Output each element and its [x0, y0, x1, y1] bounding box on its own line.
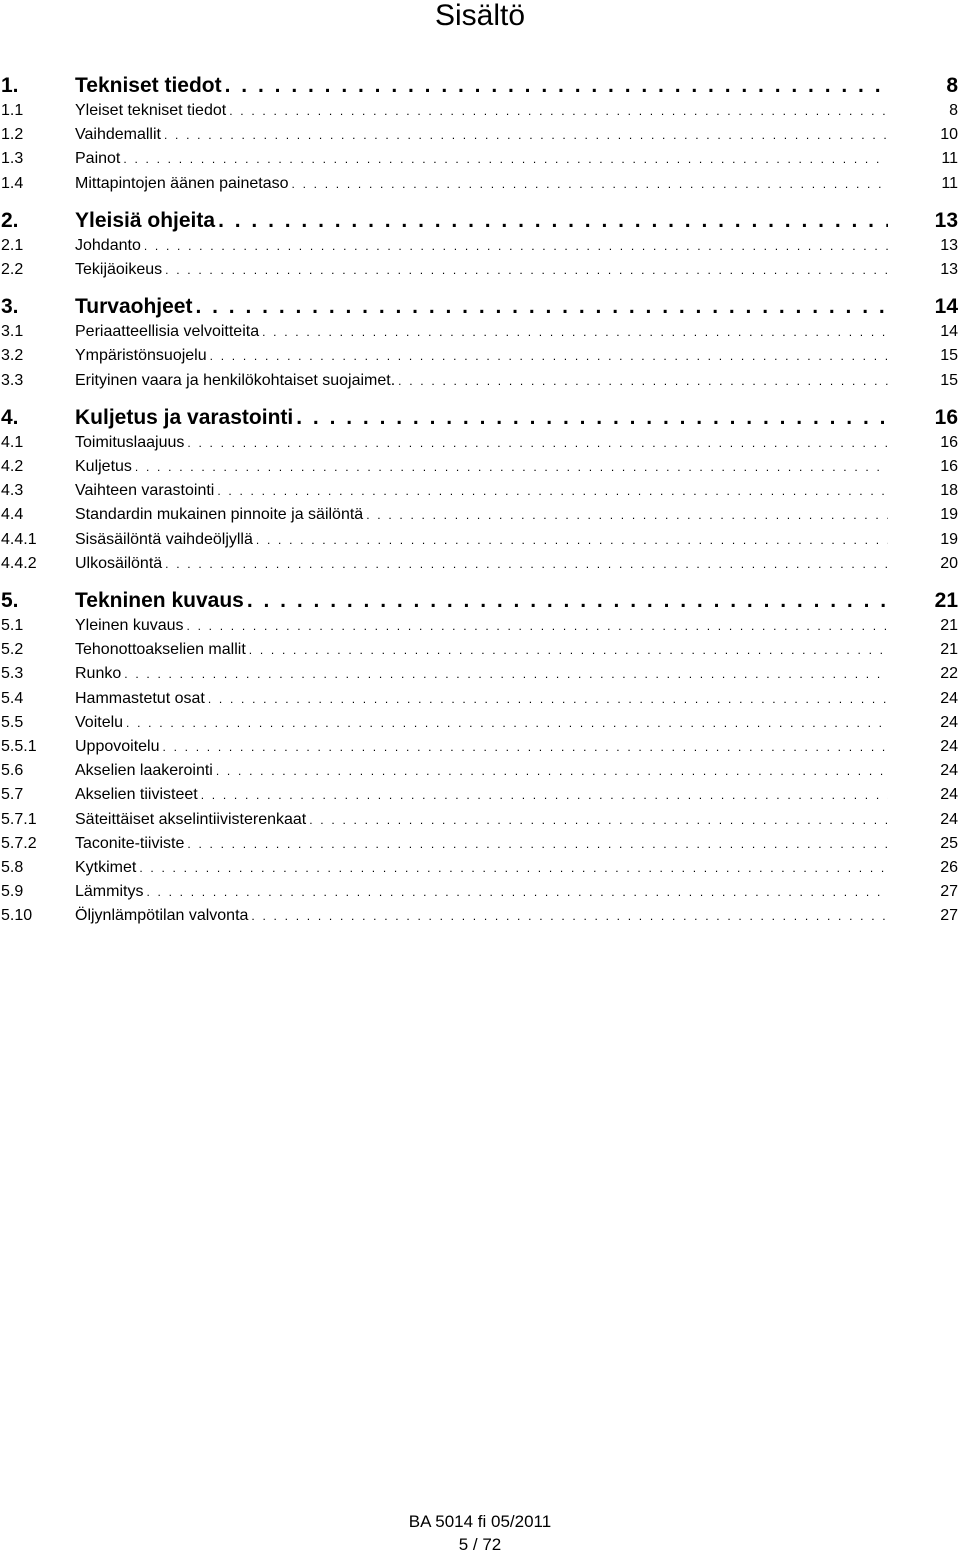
toc-dot-leader — [124, 663, 888, 685]
toc-section-entry[interactable] — [0, 432, 960, 454]
toc-entry-number: 5.7.1 — [1, 810, 37, 828]
toc-chapter-entry[interactable] — [0, 404, 960, 432]
toc-entry-number: 5.7.2 — [1, 834, 37, 852]
toc-entry-page-number: 27 — [940, 883, 958, 901]
toc-dot-leader — [139, 857, 888, 879]
toc-dot-leader — [187, 432, 888, 454]
toc-dot-leader — [366, 504, 888, 526]
toc-section-entry[interactable] — [0, 809, 960, 831]
toc-entry-number: 5.3 — [1, 665, 24, 683]
toc-entry-title: Tekijäoikeus — [75, 261, 163, 278]
toc-section-entry[interactable] — [0, 480, 960, 502]
toc-entry-number: 5.8 — [1, 859, 24, 876]
toc-entry-title: Voitelu — [75, 713, 124, 731]
toc-section-entry[interactable] — [0, 615, 960, 637]
toc-dot-leader — [292, 173, 889, 195]
toc-dot-leader — [217, 480, 888, 502]
toc-entry-number: 5.5.1 — [1, 738, 37, 755]
toc-entry-number: 4.1 — [1, 433, 24, 451]
toc-dot-leader — [146, 881, 888, 903]
toc-dot-leader — [163, 736, 889, 758]
toc-section-entry[interactable] — [0, 833, 960, 855]
toc-entry-page-number: 18 — [940, 482, 958, 500]
toc-entry-page-number: 14 — [940, 323, 958, 341]
toc-entry-page-number: 13 — [940, 261, 958, 278]
toc-entry-page-number: 25 — [940, 834, 958, 852]
toc-section-entry[interactable] — [0, 100, 960, 122]
toc-entry-title: Periaatteellisia velvoitteita — [75, 323, 260, 341]
toc-entry-number: 5.1 — [1, 617, 24, 634]
toc-section-entry[interactable] — [0, 173, 960, 195]
toc-entry-page-number: 11 — [941, 150, 958, 168]
toc-entry-number: 2. — [1, 208, 19, 232]
toc-section-entry[interactable] — [0, 736, 960, 758]
toc-entry-title: Akselien tiivisteet — [75, 786, 198, 804]
toc-entry-page-number: 21 — [940, 641, 958, 659]
toc-entry-title: Lämmitys — [75, 883, 144, 901]
toc-dot-leader — [164, 124, 888, 146]
toc-entry-page-number: 14 — [934, 295, 958, 319]
toc-entry-page-number: 24 — [940, 738, 958, 755]
toc-entry-title: Ulkosäilöntä — [75, 554, 163, 572]
toc-entry-page-number: 20 — [940, 554, 958, 572]
toc-section-entry[interactable] — [0, 504, 960, 526]
toc-entry-page-number: 27 — [940, 907, 958, 925]
toc-entry-page-number: 21 — [934, 589, 958, 612]
toc-entry-title: Erityinen vaara ja henkilökohtaiset suojaimet. — [75, 371, 396, 389]
toc-entry-page-number: 10 — [940, 126, 958, 144]
toc-section-entry[interactable] — [0, 345, 960, 367]
toc-entry-number: 1.2 — [1, 126, 24, 144]
footer-page-number: 5 / 72 — [458, 1535, 502, 1554]
toc-entry-number: 5.9 — [1, 883, 24, 901]
toc-section-entry[interactable] — [0, 905, 960, 927]
toc-dot-leader — [210, 345, 888, 367]
toc-section-entry[interactable] — [0, 712, 960, 734]
toc-entry-page-number: 24 — [940, 713, 958, 731]
toc-dot-leader — [262, 321, 888, 343]
toc-chapter-entry[interactable] — [0, 587, 960, 615]
toc-entry-page-number: 15 — [940, 371, 958, 389]
toc-entry-page-number: 13 — [934, 208, 958, 232]
toc-section-entry[interactable] — [0, 259, 960, 281]
toc-entry-page-number: 22 — [940, 665, 958, 683]
toc-entry-title: Kytkimet — [75, 859, 137, 876]
toc-entry-title: Kuljetus — [75, 458, 132, 475]
toc-dot-leader — [296, 404, 888, 432]
toc-entry-page-number: 19 — [940, 530, 958, 548]
toc-entry-page-number: 16 — [940, 433, 958, 451]
toc-entry-number: 3.1 — [1, 323, 24, 341]
toc-dot-leader — [165, 259, 888, 281]
toc-entry-title: Sisäsäilöntä vaihdeöljyllä — [75, 530, 253, 548]
toc-dot-leader — [144, 235, 888, 257]
toc-section-entry[interactable] — [0, 881, 960, 903]
toc-entry-page-number: 11 — [941, 174, 958, 192]
toc-entry-number: 2.2 — [1, 261, 24, 278]
toc-dot-leader — [309, 809, 888, 831]
toc-entry-number: 5.6 — [1, 762, 24, 780]
toc-chapter-entry[interactable] — [0, 72, 960, 100]
toc-dot-leader — [249, 639, 888, 661]
toc-entry-title: Yleinen kuvaus — [75, 617, 184, 634]
toc-section-entry[interactable] — [0, 639, 960, 661]
toc-entry-title: Vaihteen varastointi — [75, 482, 215, 500]
toc-section-entry[interactable] — [0, 235, 960, 257]
toc-entry-number: 2.1 — [1, 236, 24, 254]
toc-entry-number: 1.1 — [1, 102, 24, 119]
toc-entry-title: Yleiset tekniset tiedot — [75, 102, 227, 119]
toc-entry-number: 3.3 — [1, 371, 24, 389]
toc-entry-page-number: 19 — [940, 506, 958, 524]
toc-entry-title: Tekniset tiedot — [75, 74, 222, 97]
toc-entry-title: Yleisiä ohjeita — [75, 208, 216, 232]
toc-section-entry[interactable] — [0, 663, 960, 685]
toc-entry-title: Uppovoitelu — [75, 738, 160, 755]
toc-entry-number: 5. — [1, 589, 19, 612]
toc-dot-leader — [187, 833, 888, 855]
toc-entry-page-number: 24 — [940, 810, 958, 828]
toc-entry-page-number: 16 — [940, 458, 958, 475]
toc-entry-title: Runko — [75, 665, 122, 683]
toc-section-entry[interactable] — [0, 857, 960, 879]
toc-dot-leader — [247, 587, 888, 615]
toc-dot-leader — [229, 100, 888, 122]
toc-entry-number: 4.4.1 — [1, 530, 37, 548]
toc-entry-title: Kuljetus ja varastointi — [75, 405, 294, 429]
toc-section-entry[interactable] — [0, 553, 960, 575]
toc-section-entry[interactable] — [0, 321, 960, 343]
toc-entry-number: 5.4 — [1, 689, 24, 707]
toc-entry-title: Säteittäiset akselintiivisterenkaat — [75, 810, 307, 828]
toc-dot-leader — [251, 905, 888, 927]
toc-entry-number: 1. — [1, 74, 19, 97]
toc-entry-title: Turvaohjeet — [75, 295, 193, 319]
toc-chapter-entry[interactable] — [0, 207, 960, 235]
toc-entry-title: Tekninen kuvaus — [75, 589, 244, 612]
toc-entry-page-number: 24 — [940, 689, 958, 707]
toc-entry-title: Taconite-tiiviste — [75, 834, 185, 852]
toc-chapter-entry[interactable] — [0, 293, 960, 321]
toc-dot-leader — [123, 148, 888, 170]
toc-section-entry[interactable] — [0, 784, 960, 806]
toc-dot-leader — [216, 760, 888, 782]
toc-entry-number: 5.5 — [1, 713, 24, 731]
toc-entry-number: 4. — [1, 405, 19, 429]
toc-entry-title: Tehonottoakselien mallit — [75, 641, 246, 659]
toc-entry-number: 4.3 — [1, 482, 24, 500]
toc-section-entry[interactable] — [0, 529, 960, 551]
toc-entry-number: 5.2 — [1, 641, 24, 659]
toc-entry-number: 1.3 — [1, 150, 24, 168]
toc-dot-leader — [126, 712, 888, 734]
toc-entry-title: Öljynlämpötilan valvonta — [75, 907, 249, 925]
toc-dot-leader — [256, 529, 888, 551]
toc-entry-title: Toimituslaajuus — [75, 433, 185, 451]
toc-entry-page-number: 8 — [949, 102, 958, 119]
toc-entry-page-number: 13 — [940, 236, 958, 254]
toc-dot-leader — [195, 293, 888, 321]
toc-entry-number: 3. — [1, 295, 19, 319]
toc-entry-page-number: 24 — [940, 762, 958, 780]
toc-section-entry[interactable] — [0, 456, 960, 478]
toc-dot-leader — [225, 72, 888, 100]
page-title: Sisältö — [434, 0, 526, 32]
toc-entry-number: 4.2 — [1, 458, 24, 475]
toc-entry-number: 1.4 — [1, 174, 24, 192]
toc-section-entry[interactable] — [0, 148, 960, 170]
toc-entry-number: 3.2 — [1, 347, 24, 365]
toc-section-entry[interactable] — [0, 124, 960, 146]
toc-dot-leader — [201, 784, 888, 806]
toc-dot-leader — [165, 553, 888, 575]
footer-document-id: BA 5014 fi 05/2011 — [408, 1512, 552, 1531]
toc-entry-title: Hammastetut osat — [75, 689, 205, 707]
toc-entry-page-number: 26 — [940, 859, 958, 876]
toc-entry-page-number: 8 — [946, 74, 958, 97]
toc-entry-title: Mittapintojen äänen painetaso — [75, 174, 289, 192]
toc-entry-title: Painot — [75, 150, 121, 168]
toc-entry-title: Ympäristönsuojelu — [75, 347, 207, 365]
toc-entry-title: Standardin mukainen pinnoite ja säilöntä — [75, 506, 364, 524]
toc-dot-leader — [208, 688, 888, 710]
toc-entry-page-number: 24 — [940, 786, 958, 804]
toc-entry-number: 4.4.2 — [1, 554, 37, 572]
toc-entry-number: 4.4 — [1, 506, 24, 524]
toc-section-entry[interactable] — [0, 760, 960, 782]
toc-dot-leader — [135, 456, 888, 478]
toc-entry-number: 5.10 — [1, 907, 33, 925]
toc-entry-title: Johdanto — [75, 236, 141, 254]
toc-section-entry[interactable] — [0, 688, 960, 710]
toc-entry-page-number: 15 — [940, 347, 958, 365]
toc-entry-page-number: 16 — [934, 405, 958, 429]
toc-entry-page-number: 21 — [940, 617, 958, 634]
toc-entry-title: Vaihdemallit — [75, 126, 161, 144]
toc-dot-leader — [398, 370, 888, 392]
toc-dot-leader — [187, 615, 888, 637]
toc-dot-leader — [218, 207, 888, 235]
toc-entry-number: 5.7 — [1, 786, 24, 804]
toc-section-entry[interactable] — [0, 370, 960, 392]
toc-entry-title: Akselien laakerointi — [75, 762, 213, 780]
